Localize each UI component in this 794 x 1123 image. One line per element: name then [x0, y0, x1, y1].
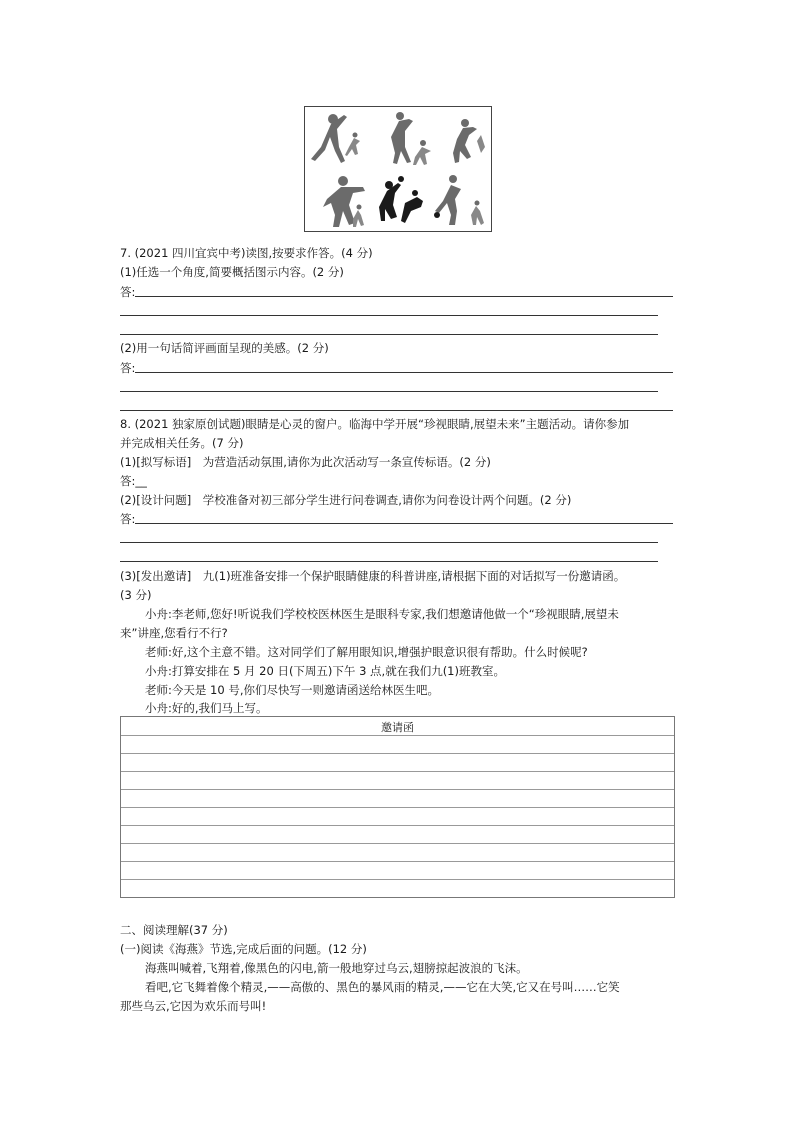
invitation-row-line [121, 879, 674, 880]
passage-para2-line2: 那些乌云,它因为欢乐而号叫! [120, 999, 267, 1013]
q7-sub2: (2)用一句话简评画面呈现的美感。(2 分) [120, 341, 329, 355]
answer-line[interactable] [120, 542, 658, 543]
invitation-row-line [121, 807, 674, 808]
invitation-row-line [121, 753, 674, 754]
q7-answer-label-1: 答: [120, 285, 136, 299]
answer-line[interactable] [120, 391, 658, 392]
answer-line[interactable] [135, 523, 673, 524]
q8-sub2: (2)[设计问题] 学校准备对初三部分学生进行问卷调查,请你为问卷设计两个问题。(2 分) [120, 493, 572, 507]
answer-line[interactable] [120, 561, 658, 562]
q8-answer-label-2: 答: [120, 512, 136, 526]
answer-line[interactable] [135, 296, 673, 297]
q8-title-line2: 并完成相关任务。(7 分) [120, 436, 244, 450]
invitation-row-line [121, 771, 674, 772]
q8-sub3-line1: (3)[发出邀请] 九(1)班准备安排一个保护眼睛健康的科普讲座,请根据下面的对话拟写一份邀请函。 [120, 569, 626, 583]
answer-label: 答: [120, 474, 136, 488]
dialog-line: 来”讲座,您看行不行? [120, 626, 228, 640]
sports-figure [304, 106, 492, 232]
q7-answer-label-2: 答: [120, 361, 136, 375]
q8-sub3-line2: (3 分) [120, 588, 152, 602]
dialog-line: 小舟:打算安排在 5 月 20 日(下周五)下午 3 点,就在我们九(1)班教室。 [145, 664, 505, 678]
dialog-line: 老师:好,这个主意不错。这对同学们了解用眼知识,增强护眼意识很有帮助。什么时候呢? [145, 645, 588, 659]
answer-line[interactable] [120, 334, 658, 335]
answer-line[interactable] [120, 315, 658, 316]
dialog-line: 老师:今天是 10 号,你们尽快写一则邀请函送给林医生吧。 [145, 683, 439, 697]
answer-blank[interactable]: __ [135, 474, 147, 488]
q8-sub1: (1)[拟写标语] 为营造活动氛围,请你为此次活动写一条宣传标语。(2 分) [120, 455, 491, 469]
q7-title: 7. (2021 四川宜宾中考)读图,按要求作答。(4 分) [120, 246, 373, 260]
q8-title-line1: 8. (2021 独家原创试题)眼睛是心灵的窗户。临海中学开展“珍视眼睛,展望未来”主题活动。请你参加 [120, 417, 630, 431]
section2-heading: 二、阅读理解(37 分) [120, 923, 228, 937]
invitation-row-line [121, 825, 674, 826]
invitation-row-line [121, 843, 674, 844]
passage-para1: 海燕叫喊着,飞翔着,像黑色的闪电,箭一般地穿过乌云,翅膀掠起波浪的飞沫。 [145, 961, 528, 975]
q8-answer-slogan [120, 473, 147, 489]
invitation-title: 邀请函 [381, 721, 414, 734]
passage-para2-line1: 看吧,它飞舞着像个精灵,——高傲的、黑色的暴风雨的精灵,——它在大笑,它又在号叫……它笑 [145, 980, 620, 994]
section2-part1: (一)阅读《海燕》节选,完成后面的问题。(12 分) [120, 942, 367, 956]
invitation-row-line [121, 861, 674, 862]
invitation-box[interactable] [120, 716, 675, 898]
dialog-line: 小舟:李老师,您好!听说我们学校校医林医生是眼科专家,我们想邀请他做一个“珍视眼睛,展望未 [145, 607, 619, 621]
answer-line[interactable] [120, 410, 673, 411]
sports-silhouettes-icon [305, 107, 491, 231]
dialog-line: 小舟:好的,我们马上写。 [145, 701, 268, 715]
answer-line[interactable] [135, 372, 673, 373]
q7-sub1: (1)任选一个角度,简要概括图示内容。(2 分) [120, 265, 344, 279]
invitation-row-line [121, 735, 674, 736]
invitation-row-line [121, 789, 674, 790]
